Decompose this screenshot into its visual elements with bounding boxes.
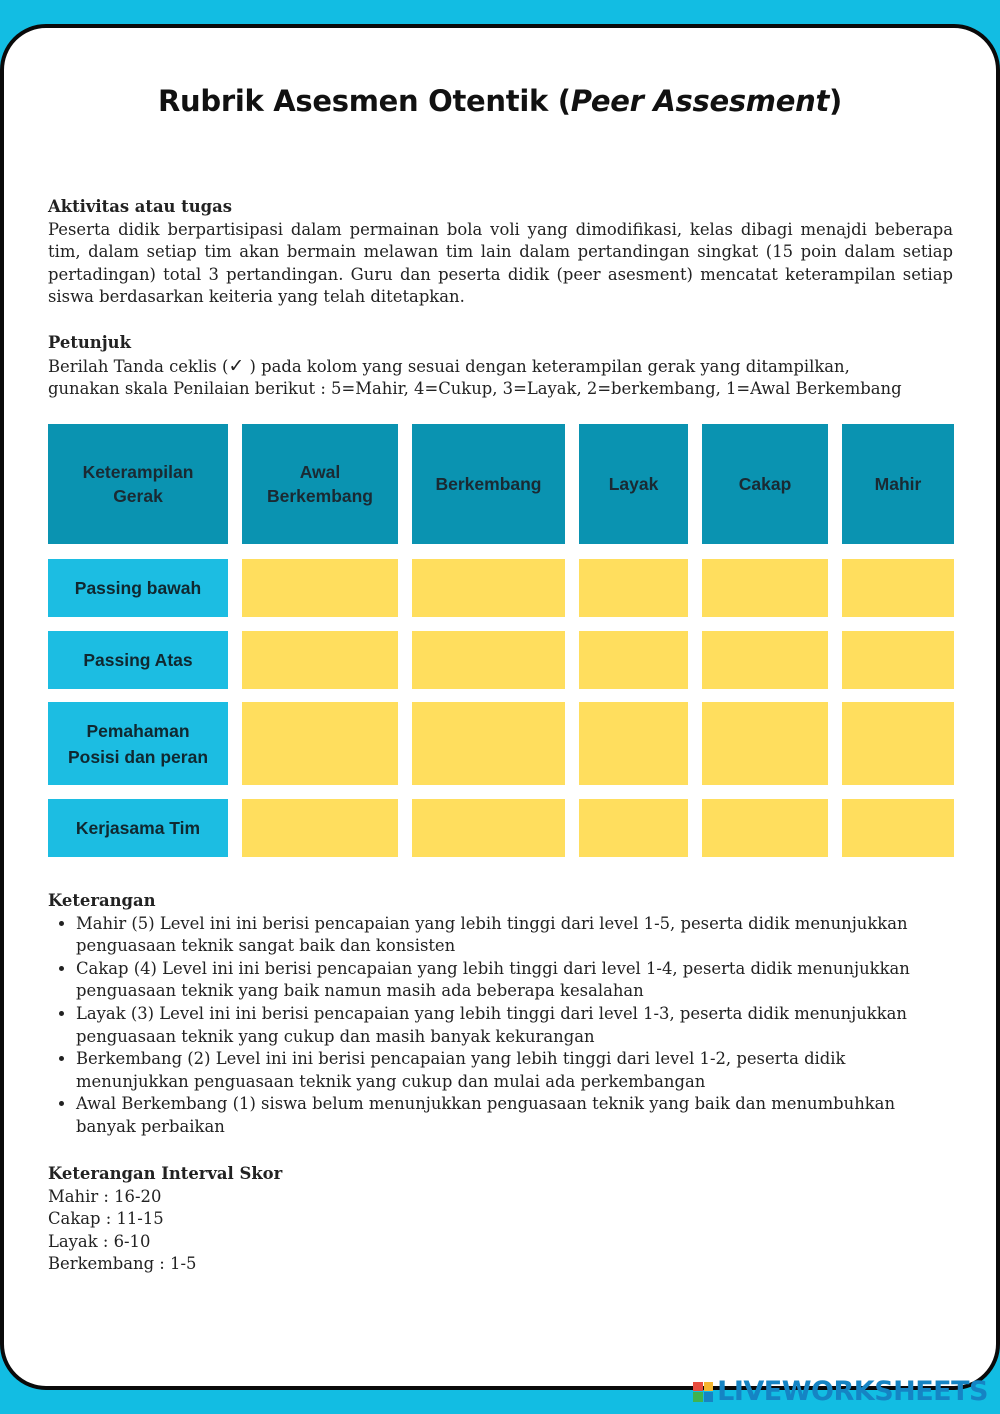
- interval-cakap: Cakap : 11-15: [48, 1209, 164, 1229]
- score-cell-kerjasama-tim-awal-berkembang[interactable]: [242, 799, 398, 857]
- column-header-keterampilan-gerak: Keterampilan Gerak: [48, 424, 228, 544]
- score-cell-pemahaman-posisi-dan-peran-cakap[interactable]: [702, 702, 828, 785]
- score-cell-pemahaman-posisi-dan-peran-layak[interactable]: [579, 702, 688, 785]
- liveworksheets-logo-icon: [693, 1382, 713, 1402]
- interval-mahir: Mahir : 16-20: [48, 1186, 162, 1206]
- column-header-awal-berkembang: Awal Berkembang: [242, 424, 398, 544]
- rubric-table: [48, 424, 954, 858]
- notes-section: [48, 890, 953, 1139]
- page-title: Rubrik Asesmen Otentik (Peer Assesment): [158, 84, 842, 118]
- interval-berkembang: Berkembang : 1-5: [48, 1254, 197, 1274]
- column-header-mahir: Mahir: [842, 424, 954, 544]
- note-item-mahir: • Mahir (5) Level ini ini berisi pencapaian yang lebih tinggi dari level 1-5, peserta didik menunjukkan penguasaan teknik sangat baik dan konsisten: [76, 913, 953, 958]
- score-cell-passing-bawah-awal-berkembang[interactable]: [242, 559, 398, 617]
- liveworksheets-logo: [693, 1376, 988, 1407]
- score-cell-passing-bawah-mahir[interactable]: [842, 559, 954, 617]
- column-header-berkembang: Berkembang: [412, 424, 565, 544]
- score-cell-kerjasama-tim-layak[interactable]: [579, 799, 688, 857]
- activity-text: Peserta didik berpartisipasi dalam permainan bola voli yang dimodifikasi, kelas dibagi menajdi beberapa tim, dalam setiap tim akan bermain melawan tim lain dalam pertandingan singkat (15 poin dalam setiap pertadingan) total 3 pertandingan. Guru dan peserta didik (peer asesment) mencatat keterampilan setiap siswa berdasarkan keiteria yang telah ditetapkan.: [48, 219, 953, 307]
- score-cell-kerjasama-tim-mahir[interactable]: [842, 799, 954, 857]
- score-cell-kerjasama-tim-cakap[interactable]: [702, 799, 828, 857]
- score-cell-passing-bawah-cakap[interactable]: [702, 559, 828, 617]
- activity-section: [48, 196, 953, 309]
- score-cell-passing-atas-berkembang[interactable]: [412, 631, 565, 689]
- worksheet-page: [0, 24, 1000, 1390]
- notes-heading: Keterangan: [48, 891, 156, 910]
- row-label-passing-bawah: Passing bawah: [48, 559, 228, 617]
- row-label-passing-atas: Passing Atas: [48, 631, 228, 689]
- note-item-awal-berkembang: • Awal Berkembang (1) siswa belum menunjukkan penguasaan teknik yang baik dan menumbuhkan banyak perbaikan: [76, 1093, 953, 1138]
- notes-list: [48, 913, 953, 1139]
- instructions-line-1: Berilah Tanda ceklis (✓ ) pada kolom yang sesuai dengan keterampilan gerak yang ditampilkan,: [48, 354, 850, 377]
- activity-heading: Aktivitas atau tugas: [48, 197, 232, 216]
- score-cell-passing-atas-awal-berkembang[interactable]: [242, 631, 398, 689]
- score-cell-passing-bawah-layak[interactable]: [579, 559, 688, 617]
- interval-heading: Keterangan Interval Skor: [48, 1164, 283, 1183]
- score-cell-passing-bawah-berkembang[interactable]: [412, 559, 565, 617]
- column-header-cakap: Cakap: [702, 424, 828, 544]
- score-cell-pemahaman-posisi-dan-peran-mahir[interactable]: [842, 702, 954, 785]
- note-item-berkembang: • Berkembang (2) Level ini ini berisi pencapaian yang lebih tinggi dari level 1-2, peserta didik menunjukkan penguasaan teknik yang cukup dan mulai ada perkembangan: [76, 1048, 953, 1093]
- score-cell-kerjasama-tim-berkembang[interactable]: [412, 799, 565, 857]
- score-cell-pemahaman-posisi-dan-peran-berkembang[interactable]: [412, 702, 565, 785]
- checkmark-icon: ✓: [228, 354, 245, 377]
- note-item-cakap: • Cakap (4) Level ini ini berisi pencapaian yang lebih tinggi dari level 1-4, peserta didik menunjukkan penguasaan teknik yang baik namun masih ada beberapa kesalahan: [76, 958, 953, 1003]
- brand-name: LIVEWORKSHEETS: [717, 1376, 988, 1407]
- row-label-pemahaman-posisi-dan-peran: Pemahaman Posisi dan peran: [48, 702, 228, 785]
- score-cell-passing-atas-mahir[interactable]: [842, 631, 954, 689]
- instructions-heading: Petunjuk: [48, 333, 131, 352]
- instructions-section: [48, 332, 953, 401]
- score-cell-passing-atas-layak[interactable]: [579, 631, 688, 689]
- score-cell-pemahaman-posisi-dan-peran-awal-berkembang[interactable]: [242, 702, 398, 785]
- instructions-line-2: gunakan skala Penilaian berikut : 5=Mahir, 4=Cukup, 3=Layak, 2=berkembang, 1=Awal Berkembang: [48, 379, 902, 399]
- note-item-layak: • Layak (3) Level ini ini berisi pencapaian yang lebih tinggi dari level 1-3, peserta didik menunjukkan penguasaan teknik yang cukup dan masih banyak kekurangan: [76, 1003, 953, 1048]
- interval-layak: Layak : 6-10: [48, 1231, 151, 1251]
- column-header-layak: Layak: [579, 424, 688, 544]
- interval-section: [48, 1163, 953, 1276]
- row-label-kerjasama-tim: Kerjasama Tim: [48, 799, 228, 857]
- score-cell-passing-atas-cakap[interactable]: [702, 631, 828, 689]
